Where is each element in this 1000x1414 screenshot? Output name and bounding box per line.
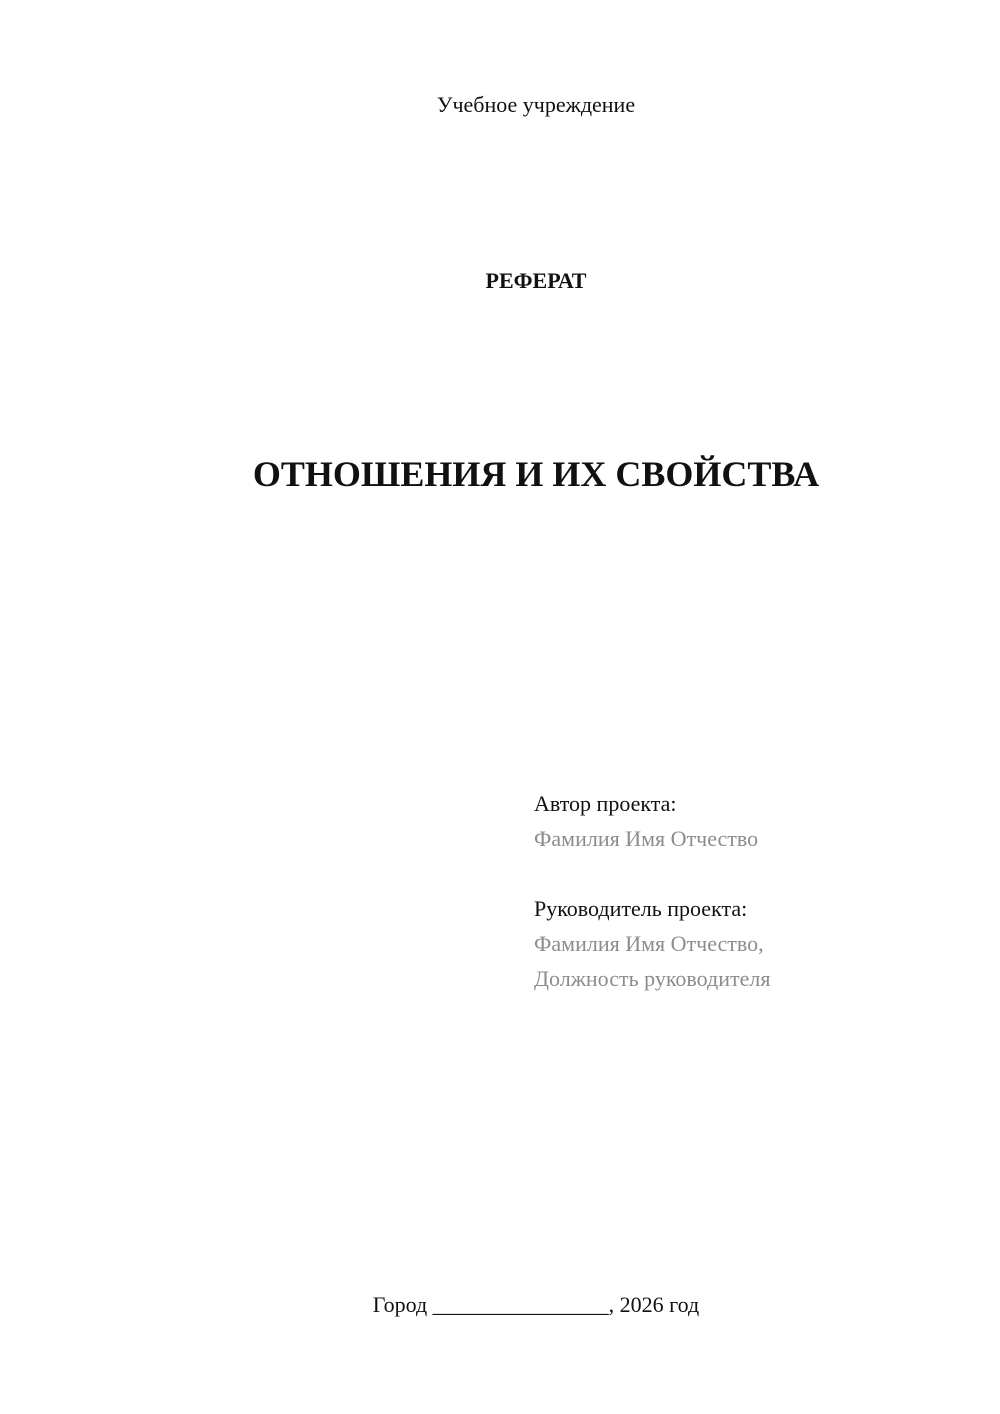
supervisor-label: Руководитель проекта: — [534, 896, 748, 921]
supervisor-position: Должность руководителя — [534, 966, 771, 991]
author-name: Фамилия Имя Отчество — [534, 826, 759, 851]
document-type: РЕФЕРАТ — [485, 268, 587, 293]
author-label: Автор проекта: — [534, 791, 677, 816]
project-info-block — [534, 786, 974, 996]
document-title: ОТНОШЕНИЯ И ИХ СВОЙСТВА — [252, 454, 820, 494]
institution-name: Учебное учреждение — [436, 92, 636, 117]
city-year-line: Город ________________, 2026 год — [372, 1292, 700, 1317]
spacer — [534, 856, 974, 891]
supervisor-name: Фамилия Имя Отчество, — [534, 931, 764, 956]
